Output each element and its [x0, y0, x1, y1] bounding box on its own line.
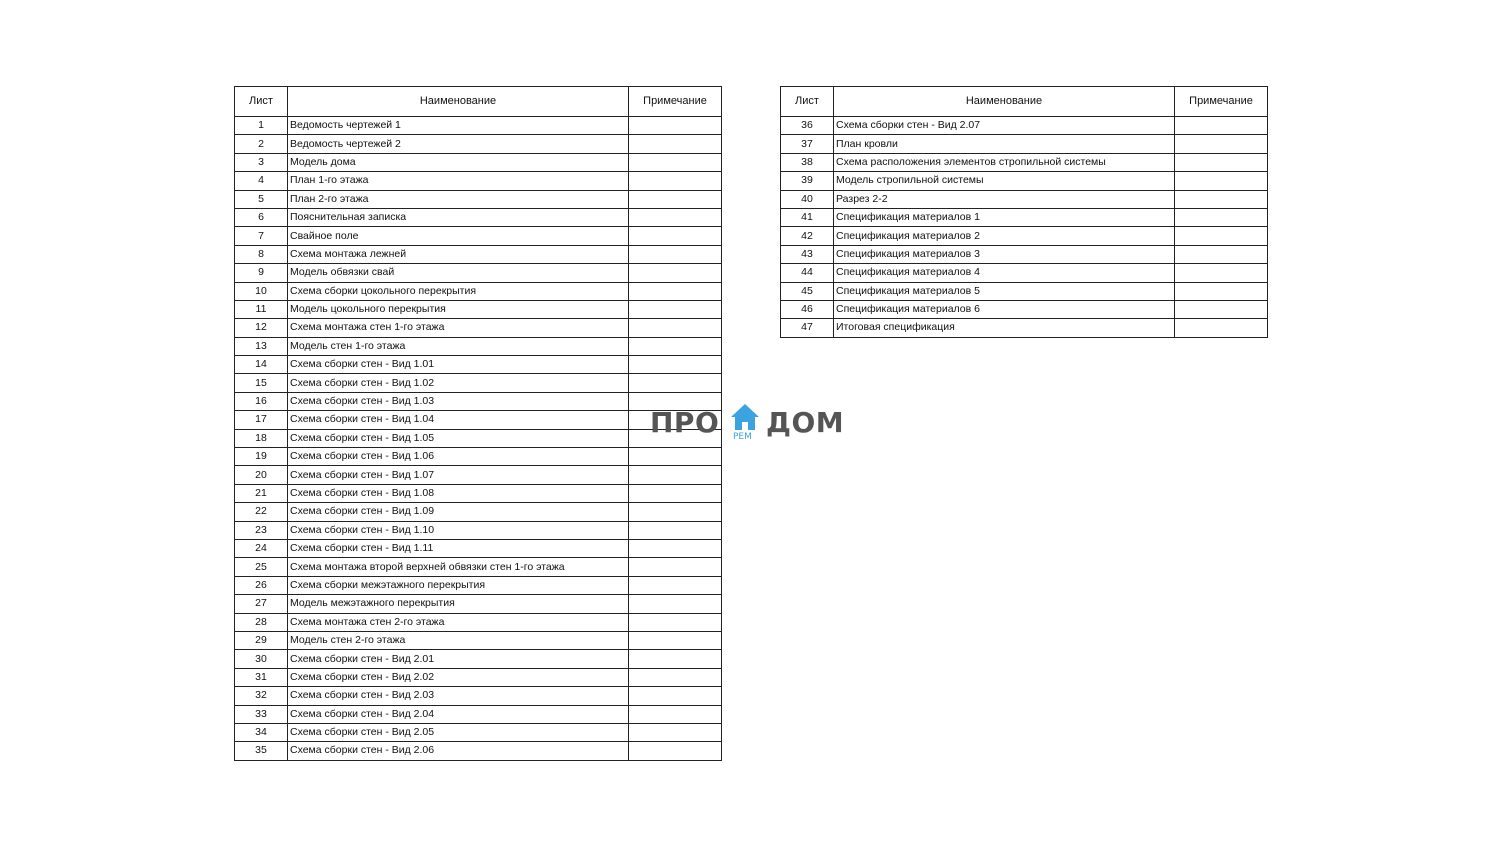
- sheet-name-cell: Схема сборки стен - Вид 1.08: [288, 484, 629, 502]
- sheet-number-cell: 13: [235, 337, 288, 355]
- sheet-note-cell: [1175, 172, 1268, 190]
- sheet-note-cell: [629, 153, 722, 171]
- sheet-note-cell: [629, 374, 722, 392]
- header-sheet: Лист: [781, 87, 834, 117]
- sheet-note-cell: [629, 208, 722, 226]
- sheet-name-cell: Спецификация материалов 2: [834, 227, 1175, 245]
- sheet-note-cell: [629, 172, 722, 190]
- sheet-name-cell: Схема расположения элементов стропильной системы: [834, 153, 1175, 171]
- logo-word-pro: ПРО: [650, 406, 720, 439]
- sheet-number-cell: 40: [781, 190, 834, 208]
- sheet-note-cell: [629, 190, 722, 208]
- sheet-note-cell: [629, 521, 722, 539]
- sheet-note-cell: [629, 448, 722, 466]
- sheet-name-cell: Схема сборки стен - Вид 1.09: [288, 503, 629, 521]
- sheet-number-cell: 43: [781, 245, 834, 263]
- table-row: [235, 742, 722, 760]
- table-row: [235, 631, 722, 649]
- table-row: [781, 319, 1268, 337]
- sheet-number-cell: 11: [235, 300, 288, 318]
- sheet-note-cell: [1175, 300, 1268, 318]
- sheet-number-cell: 26: [235, 576, 288, 594]
- sheet-number-cell: 17: [235, 411, 288, 429]
- sheet-number-cell: 34: [235, 723, 288, 741]
- header-note: Примечание: [629, 87, 722, 117]
- sheet-name-cell: Схема сборки стен - Вид 1.11: [288, 539, 629, 557]
- table-row: [781, 172, 1268, 190]
- sheet-note-cell: [629, 558, 722, 576]
- sheet-note-cell: [629, 484, 722, 502]
- sheet-number-cell: 28: [235, 613, 288, 631]
- header-name: Наименование: [288, 87, 629, 117]
- sheet-name-cell: Свайное поле: [288, 227, 629, 245]
- sheet-number-cell: 4: [235, 172, 288, 190]
- sheet-number-cell: 9: [235, 264, 288, 282]
- table-row: [781, 117, 1268, 135]
- logo-word-dom: ДОМ: [766, 406, 845, 439]
- sheet-note-cell: [629, 595, 722, 613]
- sheet-number-cell: 45: [781, 282, 834, 300]
- sheet-number-cell: 47: [781, 319, 834, 337]
- header-name: Наименование: [834, 87, 1175, 117]
- sheet-number-cell: 46: [781, 300, 834, 318]
- sheet-number-cell: 3: [235, 153, 288, 171]
- sheet-number-cell: 25: [235, 558, 288, 576]
- sheet-number-cell: 44: [781, 264, 834, 282]
- watermark-logo: [650, 402, 850, 446]
- table-row: [235, 337, 722, 355]
- sheet-name-cell: Схема сборки стен - Вид 2.07: [834, 117, 1175, 135]
- sheet-note-cell: [629, 300, 722, 318]
- sheet-note-cell: [1175, 319, 1268, 337]
- sheet-note-cell: [1175, 245, 1268, 263]
- table-row: [235, 319, 722, 337]
- sheet-number-cell: 16: [235, 392, 288, 410]
- sheet-number-cell: 10: [235, 282, 288, 300]
- sheet-number-cell: 22: [235, 503, 288, 521]
- table-row: [235, 429, 722, 447]
- table-row: [235, 411, 722, 429]
- table-row: [781, 208, 1268, 226]
- sheet-name-cell: Схема сборки стен - Вид 1.03: [288, 392, 629, 410]
- table-row: [235, 705, 722, 723]
- table-row: [235, 264, 722, 282]
- table-row: [781, 282, 1268, 300]
- sheet-name-cell: Схема монтажа второй верхней обвязки стен 1-го этажа: [288, 558, 629, 576]
- sheet-name-cell: Схема сборки стен - Вид 1.05: [288, 429, 629, 447]
- table-row: [235, 392, 722, 410]
- table-header-row: [235, 87, 722, 117]
- sheet-note-cell: [629, 576, 722, 594]
- sheet-name-cell: План 1-го этажа: [288, 172, 629, 190]
- sheet-note-cell: [629, 227, 722, 245]
- table-row: [235, 466, 722, 484]
- sheet-name-cell: Схема сборки стен - Вид 1.01: [288, 356, 629, 374]
- header-note: Примечание: [1175, 87, 1268, 117]
- sheet-number-cell: 36: [781, 117, 834, 135]
- sheet-number-cell: 2: [235, 135, 288, 153]
- sheet-number-cell: 14: [235, 356, 288, 374]
- sheet-name-cell: Схема сборки стен - Вид 1.06: [288, 448, 629, 466]
- table-row: [781, 227, 1268, 245]
- sheet-note-cell: [629, 319, 722, 337]
- sheet-name-cell: Ведомость чертежей 1: [288, 117, 629, 135]
- sheet-note-cell: [1175, 208, 1268, 226]
- table-row: [235, 613, 722, 631]
- sheet-number-cell: 8: [235, 245, 288, 263]
- table-row: [235, 576, 722, 594]
- sheet-note-cell: [1175, 227, 1268, 245]
- sheet-name-cell: Спецификация материалов 5: [834, 282, 1175, 300]
- sheet-number-cell: 19: [235, 448, 288, 466]
- sheet-name-cell: Схема сборки стен - Вид 1.10: [288, 521, 629, 539]
- table-row: [781, 190, 1268, 208]
- sheet-note-cell: [629, 245, 722, 263]
- table-row: [781, 135, 1268, 153]
- sheet-name-cell: Схема сборки стен - Вид 2.06: [288, 742, 629, 760]
- table-row: [235, 135, 722, 153]
- sheet-number-cell: 20: [235, 466, 288, 484]
- sheet-name-cell: Модель стен 2-го этажа: [288, 631, 629, 649]
- sheet-note-cell: [1175, 190, 1268, 208]
- table-row: [235, 245, 722, 263]
- sheet-note-cell: [629, 117, 722, 135]
- table-row: [235, 208, 722, 226]
- sheet-name-cell: Итоговая спецификация: [834, 319, 1175, 337]
- sheet-note-cell: [1175, 282, 1268, 300]
- sheet-number-cell: 12: [235, 319, 288, 337]
- sheet-number-cell: 33: [235, 705, 288, 723]
- sheet-name-cell: Схема сборки стен - Вид 1.07: [288, 466, 629, 484]
- sheet-note-cell: [629, 631, 722, 649]
- header-sheet: Лист: [235, 87, 288, 117]
- drawings-list-table-left: [234, 86, 722, 761]
- table-row: [781, 264, 1268, 282]
- sheet-name-cell: Схема сборки цокольного перекрытия: [288, 282, 629, 300]
- sheet-number-cell: 7: [235, 227, 288, 245]
- table-row: [235, 300, 722, 318]
- sheet-name-cell: Разрез 2-2: [834, 190, 1175, 208]
- sheet-note-cell: [629, 282, 722, 300]
- sheet-name-cell: Схема сборки стен - Вид 1.04: [288, 411, 629, 429]
- sheet-note-cell: [1175, 264, 1268, 282]
- sheet-number-cell: 30: [235, 650, 288, 668]
- sheet-note-cell: [1175, 153, 1268, 171]
- table-row: [235, 190, 722, 208]
- sheet-name-cell: Схема сборки стен - Вид 1.02: [288, 374, 629, 392]
- sheet-note-cell: [629, 135, 722, 153]
- table-row: [235, 448, 722, 466]
- sheet-number-cell: 18: [235, 429, 288, 447]
- sheet-name-cell: Схема сборки стен - Вид 2.05: [288, 723, 629, 741]
- logo-word-rem: РЕМ: [733, 432, 752, 442]
- sheet-number-cell: 29: [235, 631, 288, 649]
- table-row: [781, 300, 1268, 318]
- sheet-name-cell: Спецификация материалов 4: [834, 264, 1175, 282]
- sheet-name-cell: Ведомость чертежей 2: [288, 135, 629, 153]
- table-row: [235, 687, 722, 705]
- sheet-number-cell: 35: [235, 742, 288, 760]
- sheet-number-cell: 38: [781, 153, 834, 171]
- table-row: [235, 668, 722, 686]
- table-row: [781, 153, 1268, 171]
- table-row: [235, 503, 722, 521]
- sheet-number-cell: 41: [781, 208, 834, 226]
- sheet-name-cell: Спецификация материалов 1: [834, 208, 1175, 226]
- sheet-note-cell: [629, 613, 722, 631]
- table-row: [235, 484, 722, 502]
- table-row: [235, 650, 722, 668]
- sheet-note-cell: [629, 723, 722, 741]
- sheet-number-cell: 23: [235, 521, 288, 539]
- sheet-number-cell: 5: [235, 190, 288, 208]
- sheet-note-cell: [629, 356, 722, 374]
- table-row: [235, 723, 722, 741]
- sheet-name-cell: Схема сборки межэтажного перекрытия: [288, 576, 629, 594]
- sheet-note-cell: [629, 668, 722, 686]
- sheet-name-cell: Схема монтажа стен 2-го этажа: [288, 613, 629, 631]
- table-row: [235, 521, 722, 539]
- sheet-number-cell: 27: [235, 595, 288, 613]
- sheet-name-cell: План 2-го этажа: [288, 190, 629, 208]
- sheet-name-cell: Модель обвязки свай: [288, 264, 629, 282]
- sheet-name-cell: Спецификация материалов 6: [834, 300, 1175, 318]
- drawings-list-table-right: [780, 86, 1268, 338]
- sheet-name-cell: Спецификация материалов 3: [834, 245, 1175, 263]
- table-row: [235, 558, 722, 576]
- sheet-name-cell: Модель цокольного перекрытия: [288, 300, 629, 318]
- sheet-name-cell: Схема сборки стен - Вид 2.01: [288, 650, 629, 668]
- sheet-name-cell: Схема сборки стен - Вид 2.03: [288, 687, 629, 705]
- sheet-number-cell: 24: [235, 539, 288, 557]
- table-row: [235, 374, 722, 392]
- table-row: [235, 282, 722, 300]
- sheet-name-cell: Схема сборки стен - Вид 2.04: [288, 705, 629, 723]
- sheet-number-cell: 31: [235, 668, 288, 686]
- sheet-name-cell: План кровли: [834, 135, 1175, 153]
- table-row: [235, 117, 722, 135]
- sheet-note-cell: [629, 742, 722, 760]
- sheet-note-cell: [629, 687, 722, 705]
- sheet-number-cell: 15: [235, 374, 288, 392]
- table-header-row: [781, 87, 1268, 117]
- sheet-note-cell: [629, 264, 722, 282]
- table-row: [235, 172, 722, 190]
- sheet-note-cell: [629, 337, 722, 355]
- table-row: [781, 245, 1268, 263]
- sheet-note-cell: [1175, 117, 1268, 135]
- sheet-name-cell: Модель стропильной системы: [834, 172, 1175, 190]
- table-row: [235, 595, 722, 613]
- sheet-note-cell: [629, 539, 722, 557]
- sheet-number-cell: 21: [235, 484, 288, 502]
- table-row: [235, 356, 722, 374]
- table-row: [235, 227, 722, 245]
- sheet-name-cell: Схема сборки стен - Вид 2.02: [288, 668, 629, 686]
- sheet-note-cell: [629, 466, 722, 484]
- sheet-number-cell: 6: [235, 208, 288, 226]
- sheet-number-cell: 39: [781, 172, 834, 190]
- sheet-number-cell: 1: [235, 117, 288, 135]
- sheet-name-cell: Модель межэтажного перекрытия: [288, 595, 629, 613]
- sheet-note-cell: [629, 650, 722, 668]
- table-row: [235, 153, 722, 171]
- sheet-name-cell: Схема монтажа лежней: [288, 245, 629, 263]
- sheet-number-cell: 42: [781, 227, 834, 245]
- sheet-number-cell: 32: [235, 687, 288, 705]
- sheet-name-cell: Схема монтажа стен 1-го этажа: [288, 319, 629, 337]
- sheet-note-cell: [1175, 135, 1268, 153]
- table-row: [235, 539, 722, 557]
- sheet-name-cell: Пояснительная записка: [288, 208, 629, 226]
- sheet-number-cell: 37: [781, 135, 834, 153]
- sheet-note-cell: [629, 503, 722, 521]
- sheet-note-cell: [629, 705, 722, 723]
- sheet-name-cell: Модель дома: [288, 153, 629, 171]
- sheet-name-cell: Модель стен 1-го этажа: [288, 337, 629, 355]
- house-icon: [729, 402, 761, 432]
